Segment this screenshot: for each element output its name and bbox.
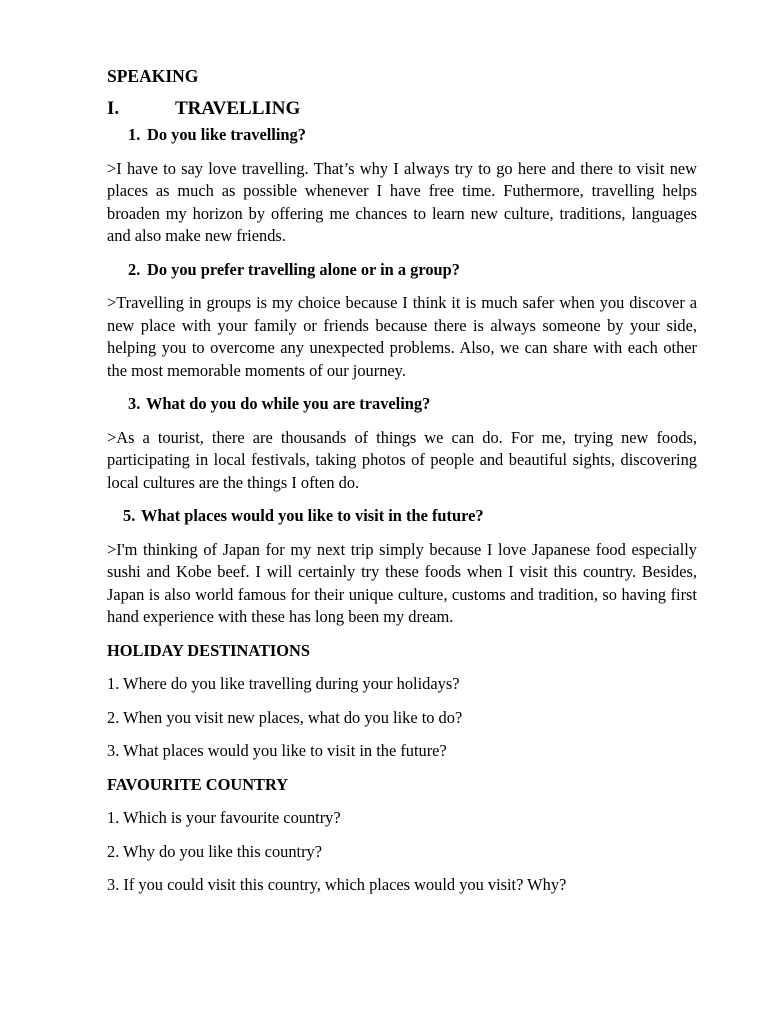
holiday-question: 1. Where do you like travelling during your holidays? bbox=[107, 674, 460, 693]
question-text: What do you do while you are traveling? bbox=[146, 394, 431, 413]
answer-paragraph: >I'm thinking of Japan for my next trip simply because I love Japanese food especially sushi and Kobe beef. I will certainly try these foods when I visit this country. Besides, Japan is also world famous for their unique culture, customs and tradition, so having first hand experience with these has long been my dream. bbox=[107, 539, 697, 626]
section-number: I. bbox=[107, 98, 120, 119]
favourite-question: 2. Why do you like this country? bbox=[107, 841, 323, 861]
question-text: Do you like travelling? bbox=[147, 125, 306, 144]
question-heading bbox=[107, 259, 697, 282]
holiday-question: 2. When you visit new places, what do you like to do? bbox=[107, 707, 463, 727]
question-text: What places would you like to visit in the future? bbox=[141, 506, 484, 525]
favourite-question: 3. If you could visit this country, which places would you visit? Why? bbox=[107, 875, 567, 894]
answer-paragraph: >I have to say love travelling. That’s why I always try to go here and there to visit new places as much as possible whenever I have free time. Futhermore, travelling helps broaden my horizon by offering me chances to learn new culture, traditions, languages and also make new friends. bbox=[107, 158, 697, 245]
question-heading bbox=[107, 124, 697, 147]
question-number: 1. bbox=[128, 125, 141, 144]
question-number: 5. bbox=[123, 506, 136, 525]
holiday-destinations-heading: HOLIDAY DESTINATIONS bbox=[107, 640, 310, 660]
document-page bbox=[107, 60, 697, 897]
question-heading bbox=[107, 505, 697, 528]
holiday-question: 3. What places would you like to visit in the future? bbox=[107, 741, 447, 760]
question-heading bbox=[107, 393, 697, 416]
document-heading: SPEAKING bbox=[107, 66, 199, 86]
section-title: TRAVELLING bbox=[175, 98, 301, 119]
section-heading bbox=[107, 97, 697, 121]
favourite-question: 1. Which is your favourite country? bbox=[107, 808, 341, 827]
favourite-country-heading: FAVOURITE COUNTRY bbox=[107, 774, 289, 794]
question-number: 3. bbox=[128, 394, 141, 413]
answer-paragraph: >As a tourist, there are thousands of things we can do. For me, trying new foods, participating in local festivals, taking photos of people and beautiful sights, discovering local cultures are the things I often do. bbox=[107, 427, 697, 492]
answer-paragraph: >Travelling in groups is my choice because I think it is much safer when you discover a new place with your family or friends because there is always someone by your side, helping you to overcome any unexpected problems. Also, we can share with each other the most memorable moments of our journey. bbox=[107, 293, 697, 380]
question-text: Do you prefer travelling alone or in a group? bbox=[147, 259, 460, 279]
question-number: 2. bbox=[128, 259, 141, 279]
